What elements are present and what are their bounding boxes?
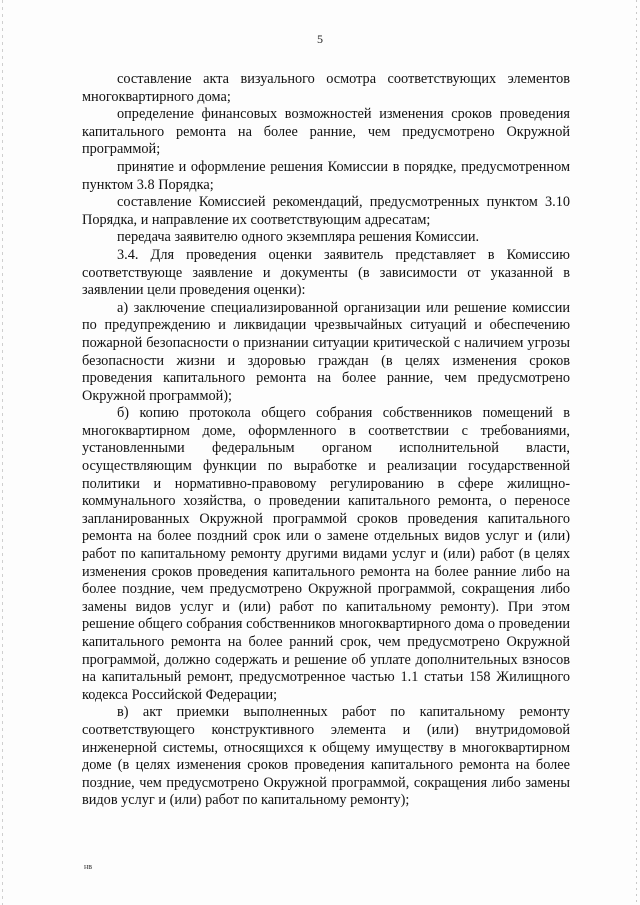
paragraph: составление Комиссией рекомендаций, предусмотренных пунктом 3.10 Порядка, и направление их соответствующим адресатам; [82, 194, 570, 228]
paragraph: определение финансовых возможностей изменения сроков проведения капитального ремонта на более ранние, чем предусмотрено Окружной программой; [82, 106, 570, 158]
document-body [82, 71, 570, 810]
paragraph: принятие и оформление решения Комиссии в порядке, предусмотренном пунктом 3.8 Порядка; [82, 158, 570, 193]
paragraph: в) акт приемки выполненных работ по капитальному ремонту соответствующего конструктивного элемента и (или) внутридомовой инженерной системы, относящихся к общему имуществу в многоквартирном доме (в целях изменения сроков проведения капитального ремонта на более поздние, чем предусмотрено Окружной программой, сокращения либо замены видов услуг и (или) работ по капитальному ремонту); [82, 704, 570, 809]
paragraph: б) копию протокола общего собрания собственников помещений в многоквартирном доме, оформленного в соответствии с требованиями, установленными федеральным органом исполнительной власти, осуществляющим функции по выработке и реализации государственной политики и нормативно-правовому регулированию в сфере жилищно-коммунального хозяйства, о проведении капитального ремонта, о переносе запланированных Окружной программой сроков проведения капитального ремонта на более поздний срок или о замене отдельных видов услуг и (или) работ по капитальному ремонту другими видами услуг и (или) работ (в целях изменения сроков проведения капитального ремонта на более ранние либо на более поздние, чем предусмотрено Окружной программой, сокращения либо замены видов услуг и (или) работ по капитальному ремонту). При этом решение общего собрания собственников многоквартирного дома о проведении капитального ремонта на более ранний срок, чем предусмотрено Окружной программой, должно содержать и решение об уплате дополнительных взносов на капитальный ремонт, предусмотренное частью 1.1 статьи 158 Жилищного кодекса Российской Федерации; [82, 405, 570, 703]
scan-edge-right [636, 0, 637, 905]
paragraph: составление акта визуального осмотра соответствующих элементов многоквартирного дома; [82, 71, 570, 105]
footer-mark: нв [84, 862, 93, 871]
paragraph: передача заявителю одного экземпляра решения Комиссии. [117, 229, 480, 246]
scan-edge-left [2, 0, 3, 905]
page-number: 5 [317, 32, 323, 46]
paragraph: 3.4. Для проведения оценки заявитель представляет в Комиссию соответствующе заявление и документы (в зависимости от указанной в заявлении цели проведения оценки): [82, 246, 570, 299]
paragraph: а) заключение специализированной организации или решение комиссии по предупреждению и ликвидации чрезвычайных ситуаций и обеспечению пожарной безопасности о признании ситуации критической с наличием угрозы безопасности жизни и здоровью граждан (в целях изменения сроков проведения капитального ремонта на более ранние, чем предусмотрено Окружной программой); [82, 299, 570, 404]
